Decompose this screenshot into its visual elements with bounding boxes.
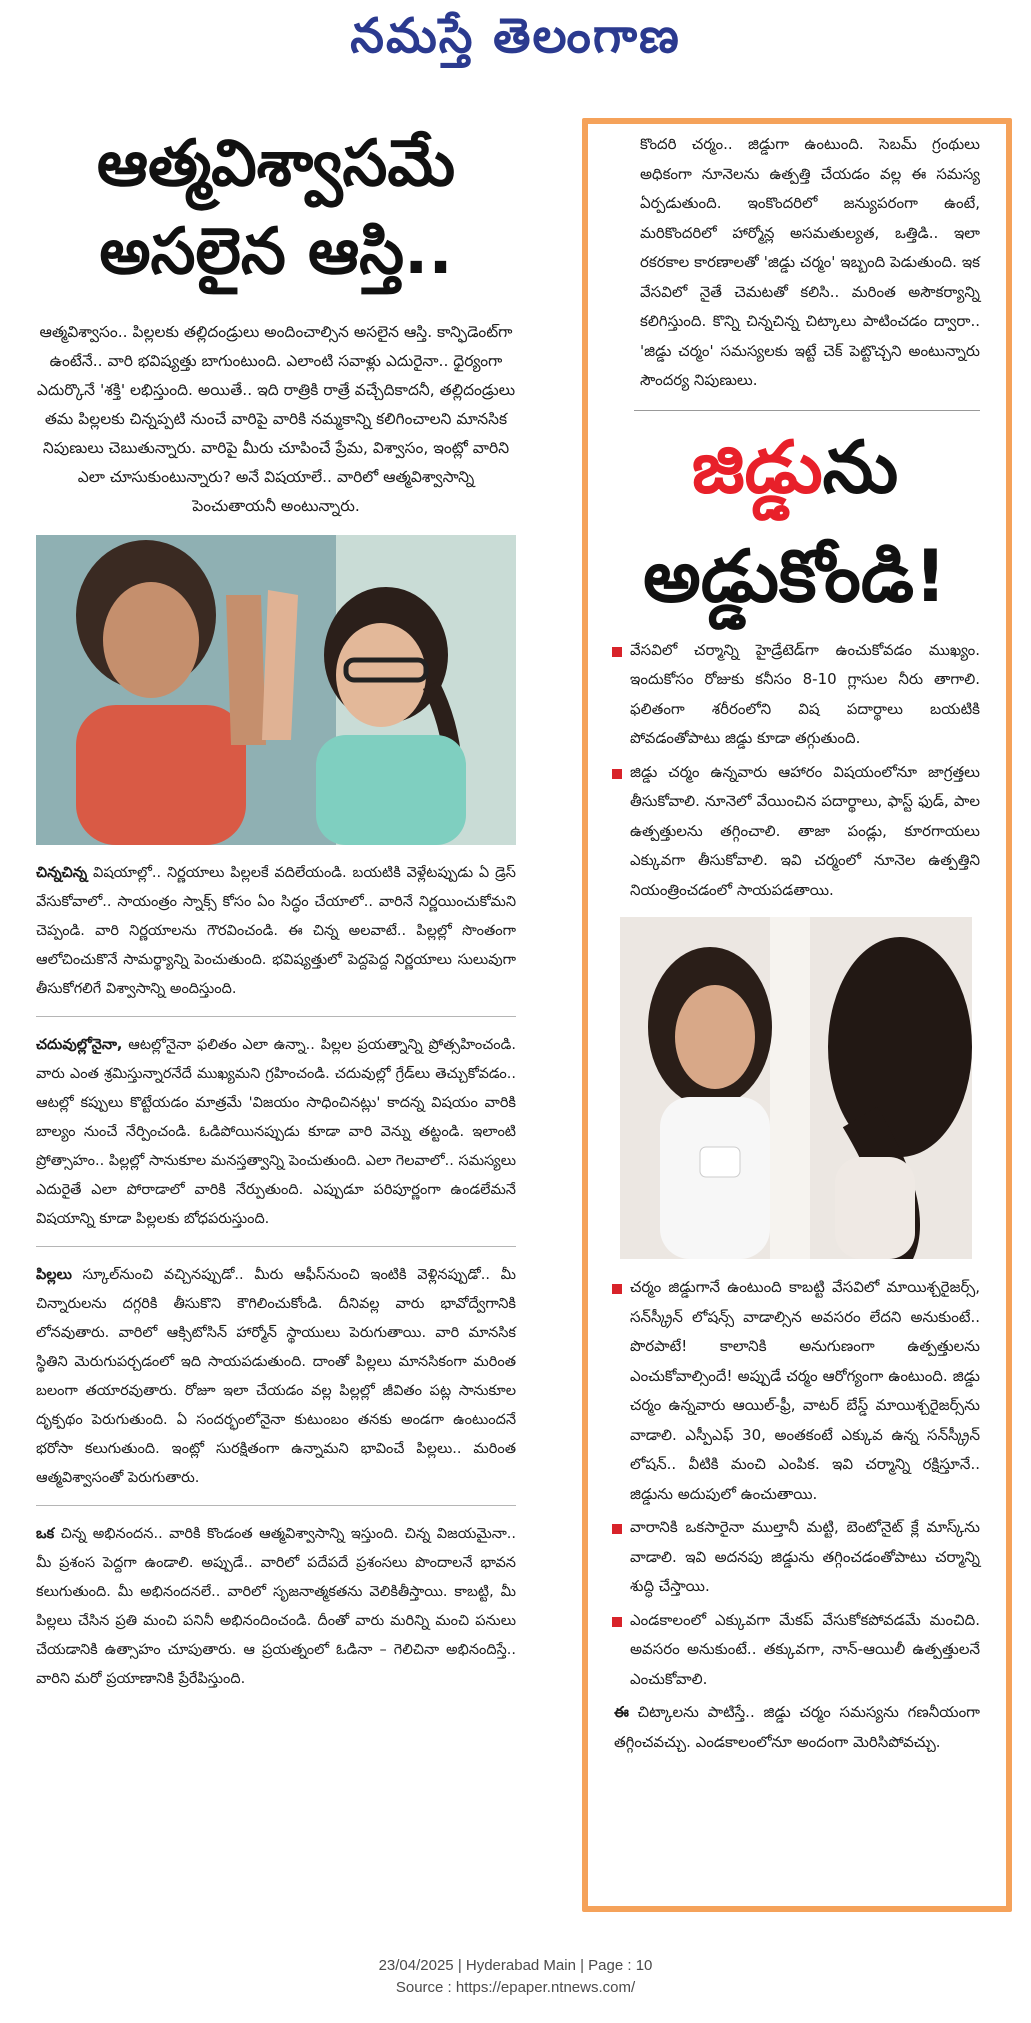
paragraph-1-lead: చిన్నచిన్న <box>36 865 88 881</box>
mother-daughter-high-five-photo <box>36 535 516 845</box>
paragraph-4-text: చిన్న అభినందన.. వారికి కొండంత ఆత్మవిశ్వాసాన్ని ఇస్తుంది. చిన్న విజయమైనా.. మీ ప్రశంస పెద్దగా ఉండాలి. అప్పుడే.. వారిలో పదేపదే ప్రశంసలు పొందాలనే భావన కలుగుతుంది. మీ అభినందనలే.. వారిలో సృజనాత్మకతను వెలికితీస్తాయి. కాబట్టి, మీ పిల్లలు చేసిన ప్రతి మంచి పనినీ అభినందించండి. దీంతో వారు మరిన్ని మంచి పనులు చేయడానికి ఉత్సాహం చూపుతారు. ఆ ప్రయత్నంలో ఓడినా – గెలిచినా అభినందిస్తే.. వారిని మరో ప్రయాణానికి ప్రేరేపిస్తుంది. <box>36 1526 516 1687</box>
paragraph-1-text: విషయాల్లో.. నిర్ణయాలు పిల్లలకే వదిలేయండి. బయటికి వెళ్లేటప్పుడు ఏ డ్రెస్ వేసుకోవాలో.. సాయంత్రం స్నాక్స్ కోసం ఏం సిద్ధం చేయాలో.. వారినే నిర్ణయించుకోమని చెప్పండి. వారి నిర్ణయాలను గౌరవించండి. ఈ చిన్న అలవాటే.. పిల్లల్లో సొంతంగా ఆలోచించుకొనే సామర్థ్యాన్ని పెంచుతుంది. భవిష్యత్తులో పెద్దపెద్ద నిర్ణయాలు సులువుగా తీసుకోగలిగే విశ్వాసాన్ని అందిస్తుంది. <box>36 865 516 997</box>
footer-date-edition: 23/04/2025 | Hyderabad Main | Page : 10 <box>378 1957 653 1974</box>
closing-lead: ఈ <box>614 1703 629 1721</box>
paragraph-2-lead: చదువుల్లోనైనా, <box>36 1037 123 1053</box>
sidebar-title-red: జిడ్డు <box>691 424 823 509</box>
footer-source: Source : https://epaper.ntnews.com/ <box>395 1979 636 1996</box>
right-article <box>610 130 980 1757</box>
photo-illustration <box>36 535 516 845</box>
headline-line-1: ఆత్మవిశ్వాసమే <box>96 127 456 201</box>
woman-mirror-skincare-photo <box>620 917 972 1259</box>
paragraph-4-lead: ఒక <box>36 1526 55 1542</box>
headline-line-2: అసలైన ఆస్తి.. <box>99 215 453 289</box>
tips-list-bottom <box>610 1273 980 1694</box>
article-headline <box>36 120 516 296</box>
sidebar-title <box>610 421 980 622</box>
article-intro: ఆత్మవిశ్వాసం.. పిల్లలకు తల్లిదండ్రులు అందించాల్సిన అసలైన ఆస్తి. కాన్ఫిడెంట్‌గా ఉంటేనే.. వారి భవిష్యత్తు బాగుంటుంది. ఎలాంటి సవాళ్లు ఎదురైనా.. ధైర్యంగా ఎదుర్కొనే 'శక్తి' లభిస్తుంది. అయితే.. ఇది రాత్రికి రాత్రే వచ్చేదికాదనీ, తల్లిదండ్రులు తమ పిల్లలకు చిన్నప్పటి నుంచే వారిపై వారికి నమ్మకాన్ని కలిగించాలని మానసిక నిపుణులు చెబుతున్నారు. వారిపై మీరు చూపించే ప్రేమ, విశ్వాసం, ఇంట్లో వారిని ఎలా చూసుకుంటున్నారు? అనే విషయాలే.. వారిలో ఆత్మవిశ్వాసాన్ని పెంచుతాయనీ అంటున్నారు. <box>36 323 516 515</box>
paragraph-4 <box>36 1505 516 1706</box>
tip-item: ఎండకాలంలో ఎక్కువగా మేకప్ వేసుకోకపోవడమే మంచిది. అవసరం అనుకుంటే.. తక్కువగా, నాన్-ఆయిలీ ఉత్పత్తులనే ఎంచుకోవాలి. <box>610 1606 980 1695</box>
tip-item: వేసవిలో చర్మాన్ని హైడ్రేటెడ్‌గా ఉంచుకోవడం ముఖ్యం. ఇందుకోసం రోజుకు కనీసం 8-10 గ్లాసుల నీరు తాగాలి. ఫలితంగా శరీరంలోని విష పదార్థాలు బయటికి పోవడంతోపాటు జిడ్డు కూడా తగ్గుతుంది. <box>610 636 980 754</box>
tip-item: జిడ్డు చర్మం ఉన్నవారు ఆహారం విషయంలోనూ జాగ్రత్తలు తీసుకోవాలి. నూనెలో వేయించిన పదార్థాలు, ఫాస్ట్ ఫుడ్, పాల ఉత్పత్తులను తగ్గించాలి. తాజా పండ్లు, కూరగాయలు ఎక్కువగా తీసుకోవాలి. ఇవి చర్మంలో నూనెల ఉత్పత్తిని నియంత్రించడంలో సాయపడతాయి. <box>610 758 980 906</box>
sidebar-closing <box>610 1698 980 1757</box>
masthead-logo: నమస్తే తెలంగాణ <box>350 8 681 64</box>
paragraph-3 <box>36 1246 516 1505</box>
sidebar-title-line-2: అడ్డుకోండి! <box>643 533 947 618</box>
divider <box>634 410 980 411</box>
tip-item: చర్మం జిడ్డుగానే ఉంటుంది కాబట్టి వేసవిలో మాయిశ్చరైజర్స్, సన్‌స్క్రీన్ లోషన్స్ వాడాల్సిన అవసరం లేదని అనుకుంటే.. పొరపాటే! కాలానికి అనుగుణంగా ఉత్పత్తులను ఎంచుకోవాల్సిందే! అప్పుడే చర్మం ఆరోగ్యంగా ఉంటుంది. జిడ్డు చర్మం ఉన్నవారు ఆయిల్-ఫ్రీ, వాటర్ బేస్డ్ మాయిశ్చరైజర్స్‌ను వాడాలి. ఎస్పీఎఫ్ 30, అంతకంటే ఎక్కువ ఉన్న సన్‌స్క్రీన్ లోషన్.. వీటికి మంచి ఎంపిక. ఇవి చర్మాన్ని రక్షిస్తూనే.. జిడ్డును అదుపులో ఉంచుతాయి. <box>610 1273 980 1509</box>
paragraph-2 <box>36 1016 516 1246</box>
paragraph-3-text: స్కూల్‌నుంచి వచ్చినప్పుడో.. మీరు ఆఫీస్‌నుంచి ఇంటికి వెళ్లినప్పుడో.. మీ చిన్నారులను దగ్గరికి తీసుకొని కౌగిలించుకోండి. దీనివల్ల వారు భావోద్వేగానికి లోనవుతారు. వారిలో ఆక్సిటోసిన్ హార్మోన్ స్థాయులు పెరుగుతాయి. వారి మానసిక స్థితిని మెరుగుపర్చడంలో ఇది సాయపడుతుంది. దాంతో పిల్లలు మానసికంగా మరింత బలంగా తయారవుతారు. రోజూ ఇలా చేయడం వల్ల పిల్లల్లో జీవితం పట్ల సానుకూల దృక్పథం పెరుగుతుంది. ఏ సందర్భంలోనైనా కుటుంబం తనకు అండగా ఉంటుందనే భరోసా కలుగుతుంది. ఇంట్లో సురక్షితంగా ఉన్నామని భావించే పిల్లలు.. మరింత ఆత్మవిశ్వాసంతో పెరుగుతారు. <box>36 1267 516 1486</box>
photo-illustration-2 <box>620 917 972 1259</box>
page-footer <box>0 1955 1031 1999</box>
sidebar-intro: కొందరి చర్మం.. జిడ్డుగా ఉంటుంది. సెబమ్ గ్రంథులు అధికంగా నూనెలను ఉత్పత్తి చేయడం వల్ల ఈ సమస్య ఏర్పడుతుంది. ఇంకొందరిలో జన్యుపరంగా ఉంటే, మరికొందరిలో హార్మోన్ల అసమతుల్యత, ఒత్తిడి.. ఇలా రకరకాల కారణాలతో 'జిడ్డు చర్మం' ఇబ్బంది పెడుతుంది. ఇక వేసవిలో నైతే చెమటతో కలిసి.. మరింత అసౌకర్యాన్ని కలిగిస్తుంది. కొన్ని చిన్నచిన్న చిట్కాలు పాటించడం ద్వారా.. 'జిడ్డు చర్మం' సమస్యలకు ఇట్టే చెక్ పెట్టొచ్చని అంటున్నారు సౌందర్య నిపుణులు. <box>640 135 980 389</box>
paragraph-3-lead: పిల్లలు <box>36 1267 72 1283</box>
closing-text: చిట్కాలను పాటిస్తే.. జిడ్డు చర్మం సమస్యను గణనీయంగా తగ్గించవచ్చు. ఎండకాలంలోనూ అందంగా మెరిసిపోవచ్చు. <box>614 1703 980 1751</box>
paragraph-2-text: ఆటల్లోనైనా ఫలితం ఎలా ఉన్నా.. పిల్లల ప్రయత్నాన్ని ప్రోత్సహించండి. వారు ఎంత శ్రమిస్తున్నారనేదే ముఖ్యమని గ్రహించండి. చదువుల్లో గ్రేడ్‌లు తెచ్చుకోవడం.. ఆటల్లో కప్పులు కొట్టేయడం మాత్రమే 'విజయం సాధించినట్లు' కాదన్న విషయం వారికి బాల్యం నుంచే నేర్పించండి. ఓడిపోయినప్పుడు కూడా వారి వెన్ను తట్టండి. ఇలాంటి ప్రోత్సాహం.. పిల్లల్లో సానుకూల మనస్తత్వాన్ని పెంచుతుంది. ఎలా గెలవాలో.. సమస్యలు ఎదురైతే ఎలా పోరాడాలో వారికి నేర్పుతుంది. ఎప్పుడూ పరిపూర్ణంగా ఉండలేమనే విషయాన్ని కూడా పిల్లలకు బోధపరుస్తుంది. <box>36 1037 516 1227</box>
sidebar-title-suffix: ను <box>822 424 899 509</box>
left-article <box>36 120 516 1706</box>
paragraph-1 <box>36 845 516 1016</box>
tips-list-top <box>610 636 980 906</box>
tip-item: వారానికి ఒకసారైనా ముల్తానీ మట్టి, బెంటోనైట్ క్లే మాస్క్‌ను వాడాలి. ఇవి అదనపు జిడ్డును తగ్గించడంతోపాటు చర్మాన్ని శుద్ధి చేస్తాయి. <box>610 1513 980 1602</box>
